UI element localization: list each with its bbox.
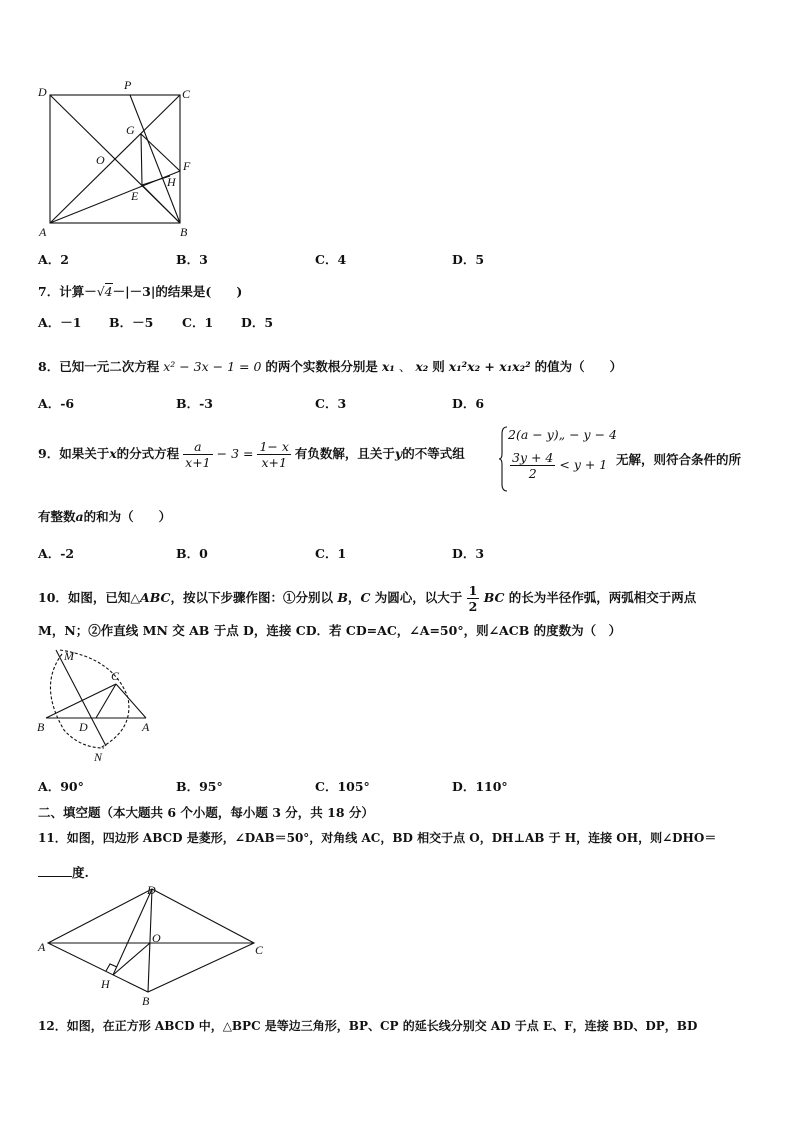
label-G: G <box>126 123 135 137</box>
q10-abc: ABC <box>140 590 171 605</box>
label-M: M <box>64 649 74 663</box>
label-A: A <box>38 940 46 954</box>
q10-choice-d[interactable]: D．110° <box>452 779 508 794</box>
label-B: B <box>37 720 45 734</box>
brace-icon <box>498 426 508 492</box>
q9-ineq2-frac: $\frac{3y + 4}{2}$ <box>512 450 554 481</box>
q9-frac1: $\frac{a}{x+1}$ <box>185 439 211 470</box>
q6-choice-a[interactable]: A．2 <box>38 252 69 267</box>
q9-text3: 的不等式组 <box>402 446 465 461</box>
label-O: O <box>96 153 105 167</box>
label-B: B <box>180 225 188 239</box>
q7-choice-d[interactable]: D．5 <box>241 315 274 330</box>
q8-choice-d[interactable]: D．6 <box>452 396 485 411</box>
q8-equation: x² − 3x − 1 = 0 <box>163 359 262 374</box>
q9-prefix: 9．如果关于 <box>38 446 110 461</box>
q8-choice-b[interactable]: B．-3 <box>176 396 213 411</box>
answer-blank[interactable] <box>38 876 72 877</box>
q9-text1: 的分式方程 <box>116 446 180 461</box>
q10-line1 <box>38 583 696 614</box>
q10-line1-c: 为圆心，以大于 <box>374 590 463 605</box>
q9-line2 <box>38 507 171 525</box>
q10-choice-a[interactable]: A．90° <box>38 779 84 794</box>
q9-frac2: $\frac{1- x}{x+1}$ <box>259 439 289 470</box>
q8-choice-a[interactable]: A．-6 <box>38 396 75 411</box>
q9-question <box>38 439 465 470</box>
q8-sep: 、 <box>398 359 412 374</box>
q9-var-a: a <box>75 509 84 524</box>
q10-line2: M，N；②作直线 MN 交 AB 于点 D，连接 CD．若 CD=AC，∠A=50°，则∠ACB 的度数为（ ） <box>38 623 622 638</box>
q8-question <box>38 357 622 375</box>
q9-ineq1: 2(a − y)„ − y − 4 <box>508 427 617 442</box>
label-D: D <box>79 720 88 734</box>
triangle-bisector-figure <box>34 644 164 764</box>
label-N: N <box>94 750 103 764</box>
q6-choice-d[interactable]: D．5 <box>452 252 485 267</box>
q8-suffix: 的值为（ ） <box>534 359 623 374</box>
q6-choice-b[interactable]: B．3 <box>176 252 208 267</box>
q11-line2-text: 度. <box>72 865 89 880</box>
q9-choice-a[interactable]: A．-2 <box>38 546 75 561</box>
q11-line1: 11．如图，四边形 ABCD 是菱形，∠DAB＝50°，对角线 AC，BD 相交于点 O，DH⊥AB 于 H，连接 OH，则∠DHO＝ <box>38 831 717 845</box>
q6-choice-c[interactable]: C．4 <box>315 252 347 267</box>
q9-ineq2-rhs: < y + 1 <box>559 457 608 472</box>
q8-choice-c[interactable]: C．3 <box>315 396 347 411</box>
q8-expr: x₁²x₂ + x₁x₂² <box>448 359 531 374</box>
q9-line2-a: 有整数 <box>38 509 76 524</box>
q10-choice-c[interactable]: C．105° <box>315 779 370 794</box>
q10-comma: ， <box>347 590 361 605</box>
q11-line2 <box>38 863 89 881</box>
q12-line1: 12．如图，在正方形 ABCD 中，△BPC 是等边三角形，BP、CP 的延长线分别交 AD 于点 E、F，连接 BD、DP，BD <box>38 1019 698 1033</box>
label-O: O <box>152 931 161 945</box>
label-A: A <box>39 225 47 239</box>
q7-mid: －|－3|的结果是( ) <box>112 284 243 299</box>
rhombus-figure <box>34 880 274 1010</box>
q9-text2: 有负数解，且关于 <box>294 446 395 461</box>
q8-then: 则 <box>432 359 445 374</box>
q10-half: $\frac{1}{2}$ <box>468 583 478 614</box>
q8-x2: x₂ <box>415 359 429 374</box>
label-H: H <box>167 175 176 189</box>
label-P: P <box>124 78 132 92</box>
q9-minus3: − 3 = <box>216 446 254 461</box>
label-C: C <box>182 87 191 101</box>
label-C: C <box>111 669 120 683</box>
section-heading: 二、填空题（本大题共 6 个小题，每小题 3 分，共 18 分） <box>38 805 374 820</box>
q9-var-y: y <box>394 446 403 461</box>
q10-line1-d: 的长为半径作弧，两弧相交于两点 <box>508 590 697 605</box>
q8-x1: x₁ <box>381 359 395 374</box>
q8-prefix: 8．已知一元二次方程 <box>38 359 160 374</box>
q9-text4: 无解，则符合条件的所 <box>616 452 742 467</box>
q9-choice-c[interactable]: C．1 <box>315 546 347 561</box>
q10-choice-b[interactable]: B．95° <box>176 779 223 794</box>
q9-choice-d[interactable]: D．3 <box>452 546 485 561</box>
q8-mid: 的两个实数根分别是 <box>265 359 378 374</box>
q9-line2-b: 的和为（ ） <box>83 509 172 524</box>
label-E: E <box>131 189 139 203</box>
label-C: C <box>255 943 264 957</box>
q10-C: C <box>360 590 371 605</box>
q10-B: B <box>337 590 348 605</box>
q10-line1-b: ，按以下步骤作图：①分别以 <box>170 590 333 605</box>
label-D: D <box>147 883 156 897</box>
label-F: F <box>183 159 191 173</box>
q9-inequality-system <box>498 426 620 492</box>
q7-choice-b[interactable]: B．－5 <box>109 315 154 330</box>
label-D: D <box>38 85 47 99</box>
q10-BC: BC <box>483 590 505 605</box>
square-figure <box>34 76 204 246</box>
q7-choice-a[interactable]: A．－1 <box>38 315 82 330</box>
q9-var-x: x <box>109 446 117 461</box>
q7-choice-c[interactable]: C．1 <box>182 315 214 330</box>
q10-line1-a: 10．如图，已知△ <box>38 590 141 605</box>
q7-sqrt-arg: 4 <box>104 284 113 299</box>
sqrt-icon: √ <box>96 284 105 299</box>
q9-choice-b[interactable]: B．0 <box>176 546 208 561</box>
q7-prefix: 7．计算－ <box>38 284 97 299</box>
label-H: H <box>101 977 110 991</box>
label-B: B <box>142 994 150 1008</box>
q7-question <box>38 282 242 300</box>
label-A: A <box>142 720 150 734</box>
